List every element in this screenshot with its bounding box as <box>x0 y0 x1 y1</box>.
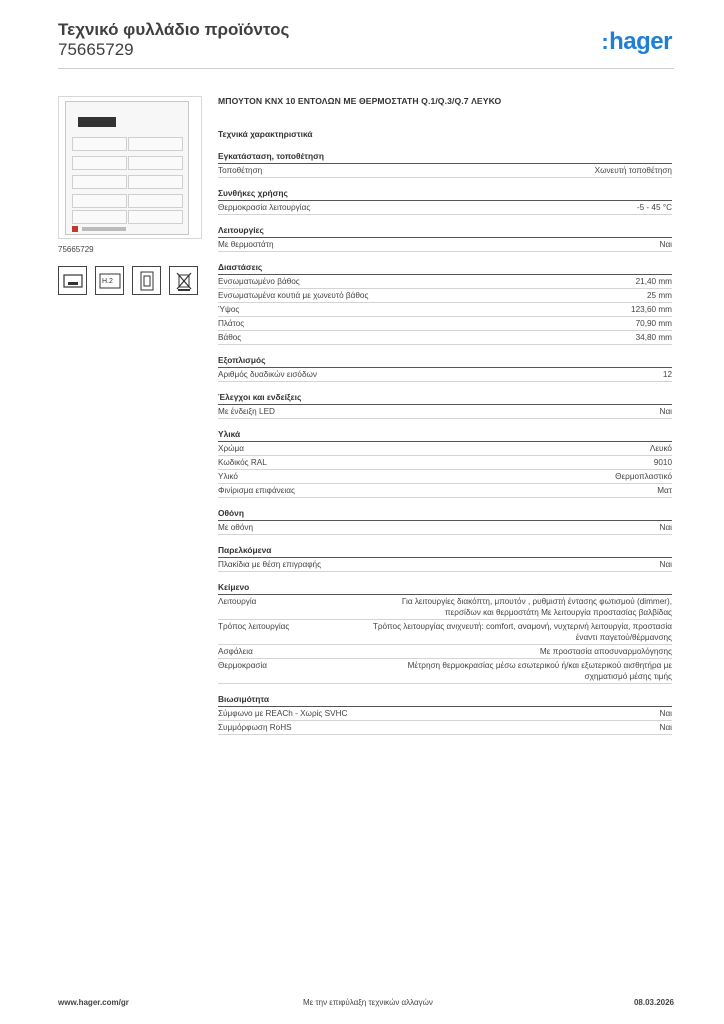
spec-label: Ασφάλεια <box>218 647 253 656</box>
spec-value: 123,60 mm <box>631 305 672 314</box>
spec-row <box>218 595 672 620</box>
page-footer <box>58 998 674 1007</box>
spec-row <box>218 289 672 303</box>
spec-value: Μέτρηση θερμοκρασίας μέσω εσωτερικού ή/και εξωτερικού αισθητήρα με σχηματισμό μέσης τιμής <box>407 661 672 681</box>
spec-group-title: Λειτουργίες <box>218 225 672 238</box>
feature-icons <box>58 266 202 295</box>
spec-label: Βάθος <box>218 333 242 342</box>
image-product-code: 75665729 <box>58 245 94 254</box>
device-illustration <box>65 101 189 235</box>
spec-group-title: Κείμενο <box>218 582 672 595</box>
logo-text: hager <box>609 28 672 55</box>
spec-group-title: Διαστάσεις <box>218 262 672 275</box>
spec-group-title: Βιωσιμότητα <box>218 694 672 707</box>
spec-row <box>218 470 672 484</box>
spec-group-title: Εγκατάσταση, τοποθέτηση <box>218 151 672 164</box>
spec-heading: Τεχνικά χαρακτηριστικά <box>218 129 313 139</box>
spec-value: Για λειτουργίες διακόπτη, μπουτόν , ρυθμιστή έντασης φωτισμού (dimmer), περσίδων και θερμοστάτη Με λειτουργία προστασίας βαλβίδας <box>401 597 672 617</box>
spec-label: Ενσωματωμένα κουτιά με χωνευτό βάθος <box>218 291 369 300</box>
spec-row <box>218 164 672 178</box>
device-label-mark <box>72 226 78 232</box>
spec-value: 9010 <box>653 458 672 467</box>
spec-value: Ναι <box>659 523 672 532</box>
weee-bin-icon <box>169 266 198 295</box>
document-title: Τεχνικό φυλλάδιο προϊόντος <box>58 20 290 39</box>
spec-value: 25 mm <box>646 291 672 300</box>
spec-label: Πλάτος <box>218 319 245 328</box>
spec-label: Υλικό <box>218 472 238 481</box>
footer-website: www.hager.com/gr <box>58 998 129 1007</box>
spec-group-title: Υλικά <box>218 429 672 442</box>
spec-value: Τρόπος λειτουργίας ανιχνευτή: comfort, αναμονή, νυχτερινή λειτουργία, προστασία έναντι παγετού/θέρμανσης <box>372 622 672 642</box>
spec-value: Ναι <box>659 709 672 718</box>
spec-value: 12 <box>662 370 672 379</box>
spec-row <box>218 405 672 419</box>
spec-label: Σύμφωνο με REACh - Χωρίς SVHC <box>218 709 348 718</box>
spec-label: Ύψος <box>218 305 240 314</box>
product-name: ΜΠΟΥΤΟΝ KNX 10 ΕΝΤΟΛΩΝ ΜΕ ΘΕΡΜΟΣΤΑΤΗ Q.1/Q.3/Q.7 ΛΕΥΚΟ <box>218 96 502 106</box>
hager-logo: :hager <box>601 28 672 55</box>
spec-row <box>218 484 672 498</box>
spec-label: Φινίρισμα επιφάνειας <box>218 486 295 495</box>
spec-row <box>218 442 672 456</box>
spec-row <box>218 238 672 252</box>
spec-label: Χρώμα <box>218 444 244 453</box>
spec-group-title: Οθόνη <box>218 508 672 521</box>
footer-date: 08.03.2026 <box>633 998 674 1007</box>
spec-value: Χωνευτή τοποθέτηση <box>594 166 672 175</box>
spec-row <box>218 201 672 215</box>
spec-label: Συμμόρφωση RoHS <box>218 723 292 732</box>
spec-label: Κωδικός RAL <box>218 458 267 467</box>
spec-label: Λειτουργία <box>218 597 257 606</box>
spec-row <box>218 558 672 572</box>
spec-row <box>218 303 672 317</box>
spec-value: Θερμοπλαστικό <box>615 472 672 481</box>
spec-label: Θερμοκρασία λειτουργίας <box>218 203 311 212</box>
spec-value: 21,40 mm <box>635 277 672 286</box>
page-header <box>58 20 674 70</box>
spec-group-title: Εξοπλισμός <box>218 355 672 368</box>
spec-group-title: Παρελκόμενα <box>218 545 672 558</box>
spec-label: Με ένδειξη LED <box>218 407 275 416</box>
spec-row <box>218 721 672 735</box>
spec-value: 70,90 mm <box>635 319 672 328</box>
spec-value: Ναι <box>659 723 672 732</box>
display-icon <box>58 266 87 295</box>
spec-group-title: Συνθήκες χρήσης <box>218 188 672 201</box>
device-display <box>78 117 116 127</box>
spec-value: -5 - 45 °C <box>636 203 672 212</box>
spec-row <box>218 331 672 345</box>
flush-mount-icon <box>132 266 161 295</box>
spec-value: Ματ <box>657 486 672 495</box>
spec-label: Με οθόνη <box>218 523 254 532</box>
spec-row <box>218 707 672 721</box>
document-code: 75665729 <box>58 40 134 59</box>
spec-label: Τοποθέτηση <box>218 166 263 175</box>
knx-thermostat-icon <box>95 266 124 295</box>
spec-row <box>218 275 672 289</box>
spec-label: Ενσωματωμένο βάθος <box>218 277 300 286</box>
spec-value: Ναι <box>659 240 672 249</box>
spec-groups <box>218 151 672 735</box>
spec-value: Ναι <box>659 407 672 416</box>
spec-value: Λευκό <box>649 444 672 453</box>
product-image-panel <box>58 96 202 295</box>
spec-value: 34,80 mm <box>635 333 672 342</box>
spec-label: Τρόπος λειτουργίας <box>218 622 290 631</box>
spec-row <box>218 659 672 684</box>
header-divider <box>58 68 674 69</box>
spec-row <box>218 521 672 535</box>
spec-row <box>218 645 672 659</box>
svg-text:H.2: H.2 <box>101 277 113 285</box>
spec-row <box>218 620 672 645</box>
spec-group-title: Έλεγχοι και ενδείξεις <box>218 392 672 405</box>
spec-sheet <box>218 96 672 735</box>
product-image <box>58 96 202 239</box>
spec-label: Θερμοκρασία <box>218 661 268 670</box>
spec-value: Με προστασία αποσυναρμολόγησης <box>539 647 672 656</box>
spec-row <box>218 368 672 382</box>
spec-row <box>218 317 672 331</box>
spec-label: Με θερμοστάτη <box>218 240 274 249</box>
spec-label: Αριθμός δυαδικών εισόδων <box>218 370 318 379</box>
spec-label: Πλακίδια με θέση επιγραφής <box>218 560 322 569</box>
spec-row <box>218 456 672 470</box>
spec-value: Ναι <box>659 560 672 569</box>
footer-note: Με την επιφύλαξη τεχνικών αλλαγών <box>303 998 433 1007</box>
